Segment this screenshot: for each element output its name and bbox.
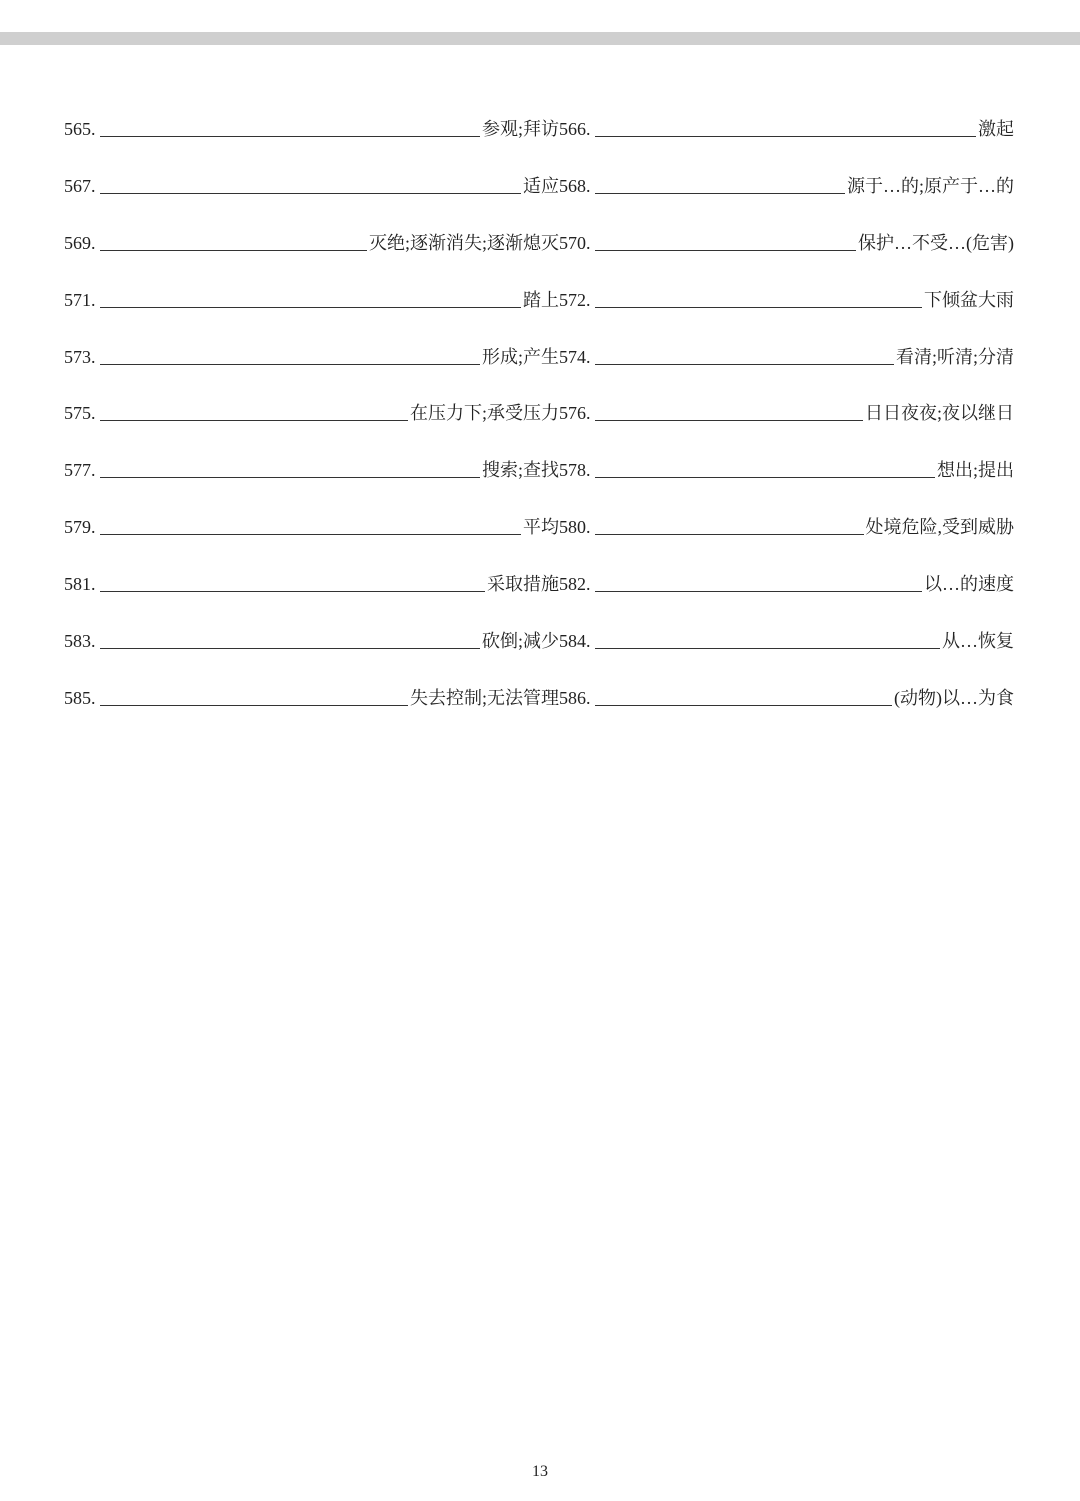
entry-meaning: 搜索;查找 (481, 460, 559, 481)
entry-574 (559, 346, 1014, 368)
entry-meaning: 以…的速度 (924, 574, 1014, 595)
answer-blank[interactable] (595, 175, 845, 194)
entry-meaning: 在压力下;承受压力 (409, 403, 559, 424)
entry-584 (559, 630, 1014, 652)
entry-number: 576. (559, 403, 591, 424)
entry-573 (64, 346, 559, 368)
answer-blank[interactable] (595, 402, 863, 421)
entry-577 (64, 459, 559, 481)
entry-572 (559, 289, 1014, 311)
entry-number: 568. (559, 175, 591, 196)
answer-blank[interactable] (100, 118, 480, 137)
entry-number: 571. (64, 289, 96, 310)
entry-number: 578. (559, 460, 591, 481)
entry-570 (559, 232, 1014, 254)
entry-number: 585. (64, 687, 96, 708)
answer-blank[interactable] (100, 175, 522, 194)
entry-566 (559, 118, 1014, 140)
entry-number: 569. (64, 232, 96, 253)
entry-meaning: 想出;提出 (936, 460, 1014, 481)
entry-565 (64, 118, 559, 140)
entry-number: 567. (64, 175, 96, 196)
entry-meaning: 采取措施 (487, 574, 559, 595)
answer-blank[interactable] (100, 459, 480, 478)
vocabulary-list (64, 118, 1024, 744)
entry-number: 586. (559, 687, 591, 708)
entry-585 (64, 687, 559, 709)
entry-meaning: 砍倒;减少 (481, 631, 559, 652)
entry-meaning: 失去控制;无法管理 (409, 687, 559, 708)
entry-meaning: 适应 (523, 175, 559, 196)
entry-number: 570. (559, 232, 591, 253)
entry-meaning: 踏上 (523, 289, 559, 310)
answer-blank[interactable] (595, 232, 857, 251)
entry-number: 581. (64, 574, 96, 595)
entry-meaning: 看清;听清;分清 (895, 346, 1014, 367)
entry-meaning: 下倾盆大雨 (924, 289, 1014, 310)
answer-blank[interactable] (595, 573, 923, 592)
entry-586 (559, 687, 1014, 709)
entry-number: 582. (559, 574, 591, 595)
entry-meaning: (动物)以…为食 (894, 687, 1014, 708)
answer-blank[interactable] (100, 687, 408, 706)
entry-meaning: 形成;产生 (481, 346, 559, 367)
entry-meaning: 保护…不受…(危害) (858, 232, 1014, 253)
header-band (0, 32, 1080, 45)
answer-blank[interactable] (100, 630, 480, 649)
entry-571 (64, 289, 559, 311)
entry-meaning: 参观;拜访 (481, 119, 559, 139)
entry-576 (559, 402, 1014, 424)
entry-meaning: 从…恢复 (942, 631, 1014, 652)
entry-568 (559, 175, 1014, 197)
entry-number: 584. (559, 631, 591, 652)
answer-blank[interactable] (595, 289, 923, 308)
entry-number: 565. (64, 119, 96, 139)
entry-578 (559, 459, 1014, 481)
entry-number: 583. (64, 631, 96, 652)
entry-575 (64, 402, 559, 424)
answer-blank[interactable] (100, 516, 522, 535)
entry-number: 579. (64, 517, 96, 538)
entry-569 (64, 232, 559, 254)
entry-meaning: 日日夜夜;夜以继日 (864, 403, 1014, 424)
answer-blank[interactable] (100, 289, 522, 308)
answer-blank[interactable] (100, 346, 480, 365)
entry-583 (64, 630, 559, 652)
entry-579 (64, 516, 559, 538)
entry-meaning: 源于…的;原产于…的 (846, 175, 1014, 196)
answer-blank[interactable] (595, 630, 941, 649)
page-number: 13 (532, 1463, 548, 1480)
entry-number: 572. (559, 289, 591, 310)
entry-number: 573. (64, 346, 96, 367)
answer-blank[interactable] (595, 516, 864, 535)
entry-number: 566. (559, 119, 591, 139)
entry-number: 575. (64, 403, 96, 424)
entry-meaning: 处境危险,受到威胁 (865, 517, 1014, 538)
entry-582 (559, 573, 1014, 595)
entry-567 (64, 175, 559, 197)
answer-blank[interactable] (100, 402, 408, 421)
entry-number: 580. (559, 517, 591, 538)
answer-blank[interactable] (595, 687, 893, 706)
entry-number: 577. (64, 460, 96, 481)
answer-blank[interactable] (100, 232, 367, 251)
entry-meaning: 灭绝;逐渐消失;逐渐熄灭 (368, 232, 559, 253)
answer-blank[interactable] (100, 573, 486, 592)
entry-meaning: 平均 (523, 517, 559, 538)
answer-blank[interactable] (595, 118, 977, 137)
answer-blank[interactable] (595, 459, 935, 478)
entry-meaning: 激起 (978, 119, 1014, 139)
entry-580 (559, 516, 1014, 538)
entry-581 (64, 573, 559, 595)
entry-number: 574. (559, 346, 591, 367)
answer-blank[interactable] (595, 346, 894, 365)
